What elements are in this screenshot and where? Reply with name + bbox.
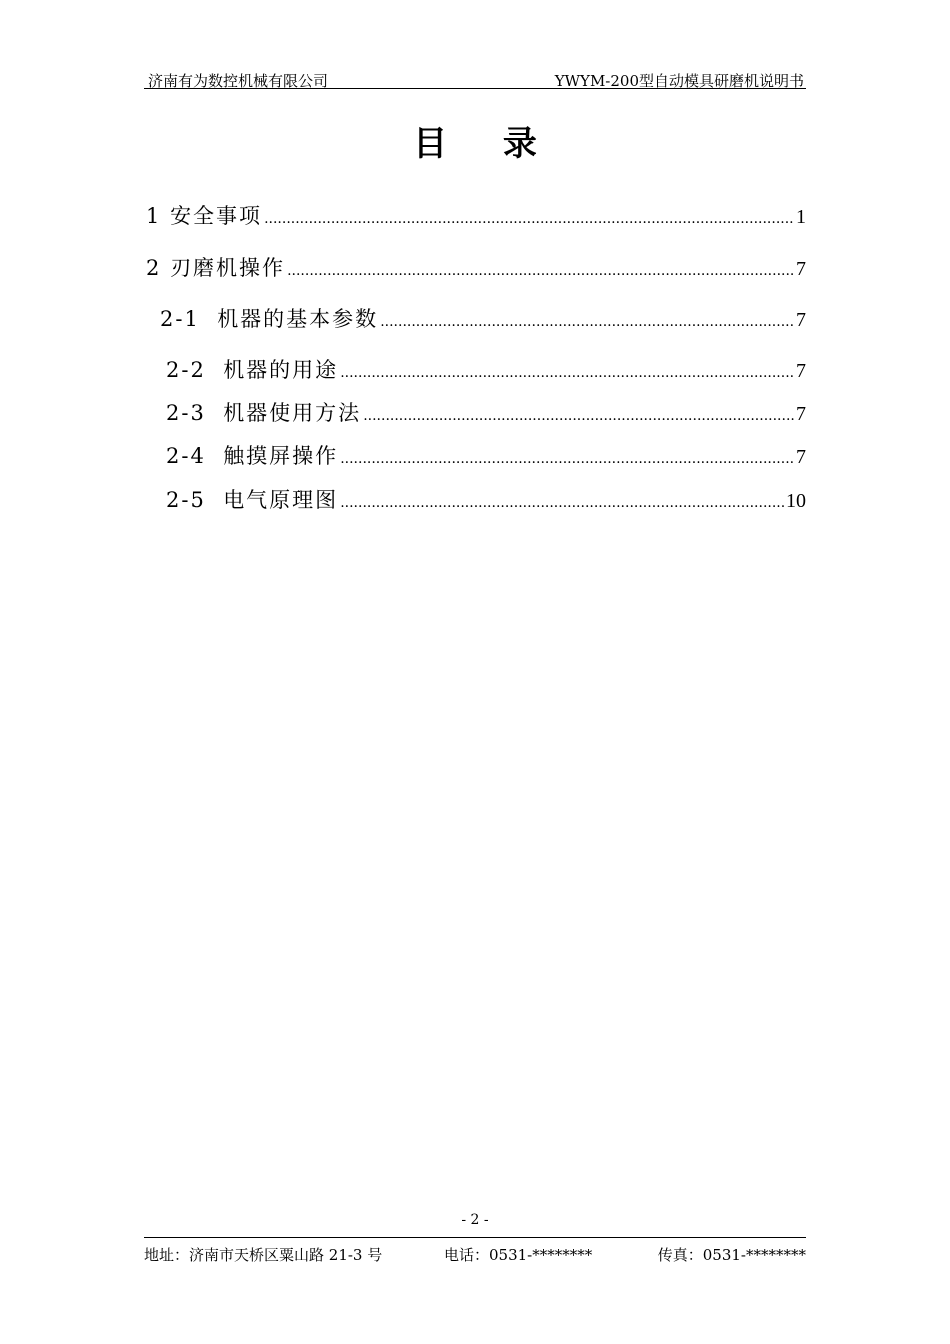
footer-phone: 电话：0531-******** <box>444 1246 593 1264</box>
toc-entry-number: 2-4 <box>166 444 206 468</box>
toc-entry-page: 1 <box>796 206 806 228</box>
toc-entry-page: 7 <box>796 446 806 468</box>
toc-entry-label: 电气原理图 <box>223 488 339 512</box>
toc-entry-2-3[interactable] <box>166 397 806 427</box>
toc-entry-page: 10 <box>786 490 806 512</box>
toc-leader-dots <box>340 451 794 467</box>
toc-leader-dots <box>340 495 784 511</box>
toc-leader-dots <box>287 263 794 279</box>
toc-entry-page: 7 <box>796 403 806 425</box>
toc-entry-number: 1 <box>146 204 162 228</box>
toc-entry-label: 触摸屏操作 <box>223 444 339 468</box>
toc-entry-1[interactable] <box>146 200 806 230</box>
toc-entry-page: 7 <box>796 360 806 382</box>
toc-entry-label: 机器使用方法 <box>223 401 362 425</box>
footer-divider <box>144 1237 806 1238</box>
toc-leader-dots <box>380 314 794 330</box>
toc-entry-number: 2-3 <box>166 401 206 425</box>
header-company: 济南有为数控机械有限公司 <box>148 72 329 90</box>
toc-entry-number: 2-5 <box>166 488 206 512</box>
toc-title: 目 录 <box>413 124 559 164</box>
toc-entry-number: 2 <box>146 256 162 280</box>
toc-leader-dots <box>264 211 794 227</box>
header-document-title: YWYM-200型自动模具研磨机说明书 <box>554 72 804 90</box>
toc-entry-label: 机器的基本参数 <box>217 307 379 331</box>
toc-entry-2-4[interactable] <box>166 440 806 470</box>
page-number: - 2 - <box>461 1212 489 1228</box>
toc-leader-dots <box>340 365 794 381</box>
footer-fax: 传真：0531-******** <box>657 1246 806 1264</box>
toc-leader-dots <box>363 408 794 424</box>
toc-entry-number: 2-1 <box>160 307 200 331</box>
toc-entry-label: 机器的用途 <box>223 358 339 382</box>
toc-entry-2-5[interactable] <box>166 484 806 514</box>
toc-entry-page: 7 <box>796 258 806 280</box>
toc-entry-label: 安全事项 <box>170 204 263 228</box>
toc-entry-2-1[interactable] <box>160 303 806 333</box>
toc-entry-2[interactable] <box>146 252 806 282</box>
footer-address: 地址：济南市天桥区粟山路 21-3 号 <box>144 1246 383 1264</box>
toc-entry-2-2[interactable] <box>166 354 806 384</box>
page-header <box>144 68 806 89</box>
toc-entry-number: 2-2 <box>166 358 206 382</box>
toc-entry-page: 7 <box>796 309 806 331</box>
toc-entry-label: 刃磨机操作 <box>170 256 286 280</box>
